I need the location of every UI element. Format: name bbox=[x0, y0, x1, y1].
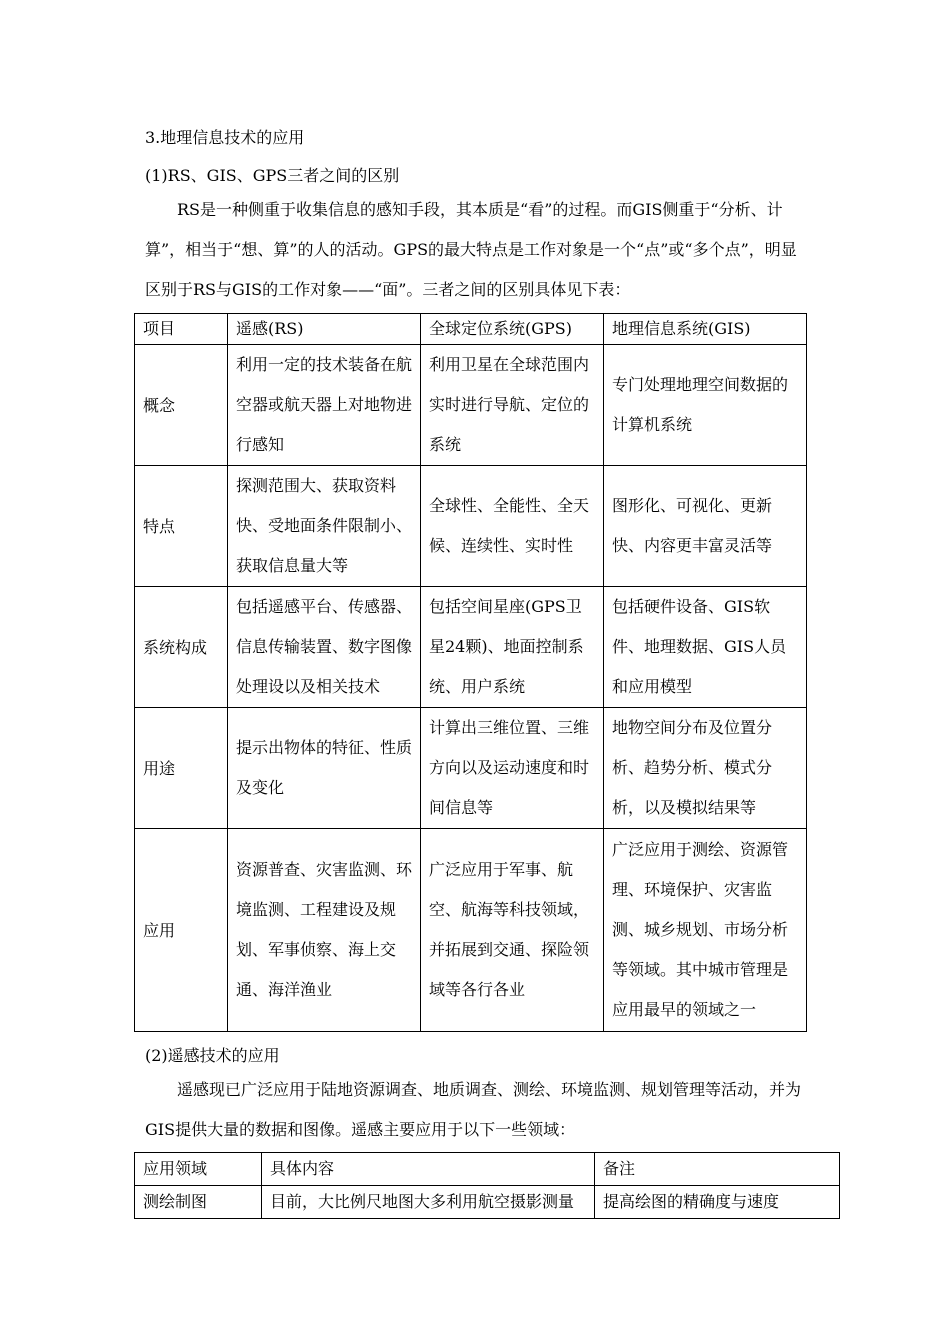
table-header-cell: 备注 bbox=[595, 1153, 840, 1186]
table-header-cell: 地理信息系统(GIS) bbox=[604, 314, 807, 345]
row-label: 概念 bbox=[135, 345, 228, 466]
table-cell: 专门处理地理空间数据的计算机系统 bbox=[604, 345, 807, 466]
applications-table bbox=[134, 1152, 840, 1219]
table-header-cell: 应用领域 bbox=[135, 1153, 262, 1186]
table-row bbox=[135, 345, 807, 466]
table-header-cell: 具体内容 bbox=[262, 1153, 595, 1186]
table-row bbox=[135, 466, 807, 587]
section-heading: 3.地理信息技术的应用 bbox=[145, 128, 305, 147]
subsection-heading: (2)遥感技术的应用 bbox=[145, 1046, 280, 1065]
table-cell: 广泛应用于测绘、资源管理、环境保护、灾害监测、城乡规划、市场分析等领域。其中城市管理是应用最早的领域之一 bbox=[604, 829, 807, 1032]
table-cell: 利用卫星在全球范围内实时进行导航、定位的系统 bbox=[421, 345, 604, 466]
table-cell: 包括遥感平台、传感器、信息传输装置、数字图像处理设以及相关技术 bbox=[228, 587, 421, 708]
row-label: 用途 bbox=[135, 708, 228, 829]
table-cell: 图形化、可视化、更新快、内容更丰富灵活等 bbox=[604, 466, 807, 587]
table-cell: 目前，大比例尺地图大多利用航空摄影测量 bbox=[262, 1186, 595, 1219]
subsection-heading: (1)RS、GIS、GPS三者之间的区别 bbox=[145, 166, 400, 185]
table-row bbox=[135, 587, 807, 708]
table-cell: 探测范围大、获取资料快、受地面条件限制小、获取信息量大等 bbox=[228, 466, 421, 587]
table-cell: 全球性、全能性、全天候、连续性、实时性 bbox=[421, 466, 604, 587]
table-header-cell: 遥感(RS) bbox=[228, 314, 421, 345]
table-cell: 资源普查、灾害监测、环境监测、工程建设及规划、军事侦察、海上交通、海洋渔业 bbox=[228, 829, 421, 1032]
comparison-table bbox=[134, 313, 807, 1032]
row-label: 系统构成 bbox=[135, 587, 228, 708]
table-cell: 广泛应用于军事、航空、航海等科技领域，并拓展到交通、探险领域等各行各业 bbox=[421, 829, 604, 1032]
table-cell: 地物空间分布及位置分析、趋势分析、模式分析，以及模拟结果等 bbox=[604, 708, 807, 829]
table-header-cell: 全球定位系统(GPS) bbox=[421, 314, 604, 345]
table-row bbox=[135, 1186, 840, 1219]
remote-sensing-paragraph: 遥感现已广泛应用于陆地资源调查、地质调查、测绘、环境监测、规划管理等活动，并为GIS提供大量的数据和图像。遥感主要应用于以下一些领域： bbox=[145, 1080, 802, 1139]
table-header-row bbox=[135, 314, 807, 345]
table-cell: 测绘制图 bbox=[135, 1186, 262, 1219]
table-cell: 包括空间星座(GPS卫星24颗)、地面控制系统、用户系统 bbox=[421, 587, 604, 708]
table-header-cell: 项目 bbox=[135, 314, 228, 345]
table-row bbox=[135, 708, 807, 829]
table-row bbox=[135, 829, 807, 1032]
table-cell: 计算出三维位置、三维方向以及运动速度和时间信息等 bbox=[421, 708, 604, 829]
table-cell: 提高绘图的精确度与速度 bbox=[595, 1186, 840, 1219]
table-cell: 包括硬件设备、GIS软件、地理数据、GIS人员和应用模型 bbox=[604, 587, 807, 708]
row-label: 特点 bbox=[135, 466, 228, 587]
table-header-row bbox=[135, 1153, 840, 1186]
intro-paragraph: RS是一种侧重于收集信息的感知手段，其本质是“看”的过程。而GIS侧重于“分析、计算”，相当于“想、算”的人的活动。GPS的最大特点是工作对象是一个“点”或“多个点”，明显区别于RS与GIS的工作对象——“面”。三者之间的区别具体见下表： bbox=[145, 200, 797, 299]
table-cell: 利用一定的技术装备在航空器或航天器上对地物进行感知 bbox=[228, 345, 421, 466]
row-label: 应用 bbox=[135, 829, 228, 1032]
table-cell: 提示出物体的特征、性质及变化 bbox=[228, 708, 421, 829]
